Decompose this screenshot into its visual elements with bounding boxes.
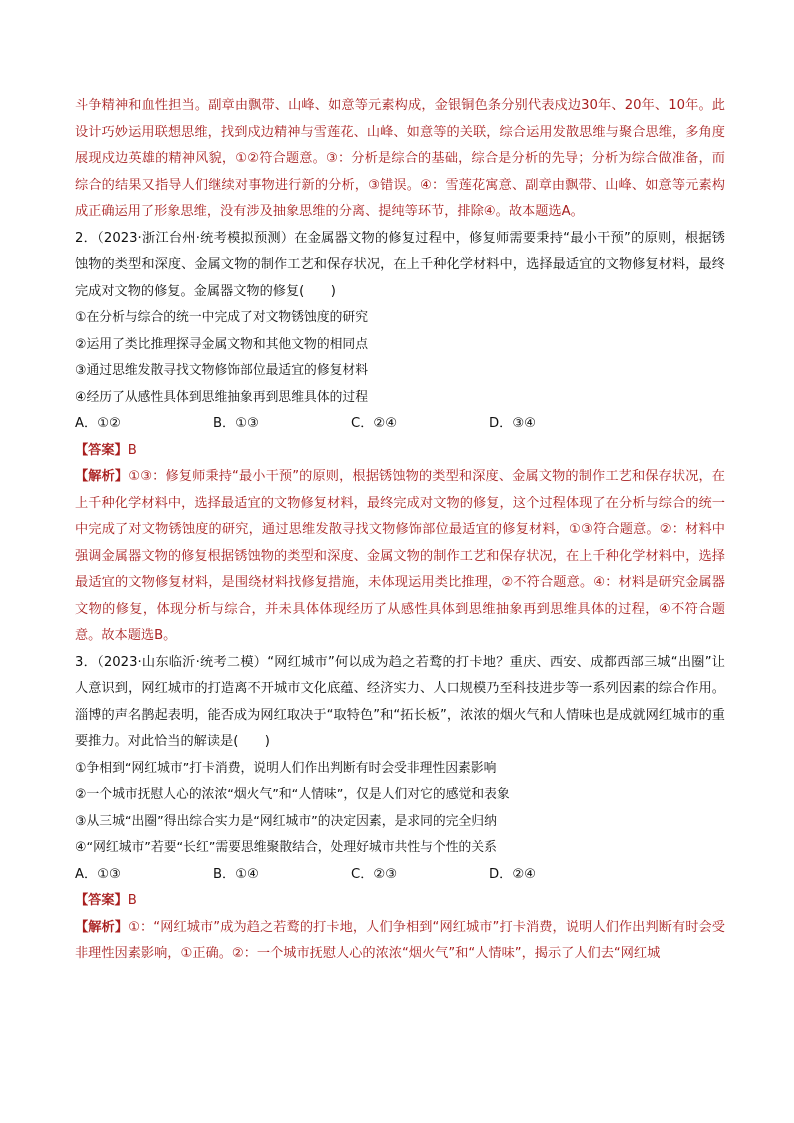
answer-value: B [127,442,137,458]
analysis-tag: 【解析】 [75,469,129,484]
question-3-analysis [75,915,725,968]
question-3-choice-c: C．②③ [351,866,398,882]
question-2-analysis [75,464,725,650]
question-2-option-4: ④经历了从感性具体到思维抽象再到思维具体的过程 [75,389,369,405]
answer-tag: 【答案】 [75,893,128,908]
question-3 [75,650,725,968]
question-3-option-2: ②一个城市抚慰人心的浓浓“烟火气”和“人情味”，仅是人们对它的感觉和表象 [75,787,510,802]
answer-value: B [127,893,137,908]
question-3-choices [75,862,725,889]
question-3-option-1: ①争相到“网红城市”打卡消费，说明人们作出判断有时会受非理性因素影响 [75,760,497,776]
question-3-option-4: ④“网红城市”若要“长红”需要思维聚散结合，处理好城市共性与个性的关系 [75,840,497,855]
analysis-text: ①：“网红城市”成为趋之若鹜的打卡地，人们争相到“网红城市”打卡消费，说明人们作出判断有时会受非理性因素影响，①正确。②：一个城市抚慰人心的浓浓“烟火气”和“人情味”，揭示了人们去“网红城 [75,919,725,961]
question-2-stem: 2．（2023·浙江台州·统考模拟预测）在金属器文物的修复过程中，修复师需要秉持“最小干预”的原则，根据锈蚀物的类型和深度、金属文物的制作工艺和保存状况，在上千种化学材料中，选择最适宜的文物修复材料，最终完成对文物的修复。金属器文物的修复( ) [75,230,725,299]
analysis-tag: 【解析】 [75,919,129,935]
page-content [75,93,725,968]
question-2-option-3: ③通过思维发散寻找文物修饰部位最适宜的修复材料 [75,363,369,378]
question-2-choice-d: D．③④ [489,416,536,431]
previous-analysis-paragraph: 斗争精神和血性担当。副章由飘带、山峰、如意等元素构成，金银铜色条分别代表戍边30年、20年、10年。此设计巧妙运用联想思维，找到戍边精神与雪莲花、山峰、如意等的关联，综合运用发散思维与聚合思维，多角度展现戍边英雄的精神风貌，①②符合题意。③：分析是综合的基础，综合是分析的先导；分析为综合做准备，而综合的结果又指导人们继续对事物进行新的分析，③错误。④：雪莲花寓意、副章由飘带、山峰、如意等元素构成正确运用了形象思维，没有涉及抽象思维的分离、提纯等环节，排除④。故本题选A。 [75,98,725,219]
question-2-option-1: ①在分析与综合的统一中完成了对文物锈蚀度的研究 [75,310,369,325]
question-3-stem: 3．（2023·山东临沂·统考二模）“网红城市”何以成为趋之若鹜的打卡地？重庆、西安、成都西部三城“出圈”让人意识到，网红城市的打造离不开城市文化底蕴、经济实力、人口规模乃至科技进步等一系列因素的综合作用。淄博的声名鹊起表明，能否成为网红取决于“取特色”和“拓长板”，浓浓的烟火气和人情味也是成就网红城市的重要推力。对此恰当的解读是( ) [75,654,725,749]
question-3-choice-a: A．①③ [75,866,121,882]
question-3-option-3: ③从三城“出圈”得出综合实力是“网红城市”的决定因素，是求同的完全归纳 [75,813,497,829]
question-2-option-2: ②运用了类比推理探寻金属文物和其他文物的相同点 [75,336,369,352]
question-2 [75,226,725,650]
question-2-answer [75,438,725,465]
question-3-answer [75,888,725,915]
question-2-choice-b: B．①③ [213,416,259,431]
question-2-choices [75,411,725,438]
question-3-choice-d: D．②④ [489,866,536,882]
question-2-choice-c: C．②④ [351,416,398,431]
analysis-text: ①③：修复师秉持“最小干预”的原则，根据锈蚀物的类型和深度、金属文物的制作工艺和保存状况，在上千种化学材料中，选择最适宜的文物修复材料，最终完成对文物的修复，这个过程体现了在分析与综合的统一中完成了对文物锈蚀度的研究，通过思维发散寻找文物修饰部位最适宜的修复材料，①③符合题意。②：材料中强调金属器文物的修复根据锈蚀物的类型和深度、金属文物的制作工艺和保存状况，在上千种化学材料中，选择最适宜的文物修复材料，是围绕材料找修复措施，未体现运用类比推理，②不符合题意。④：材料是研究金属器文物的修复，体现分析与综合，并未具体体现经历了从感性具体到思维抽象再到思维具体的过程，④不符合题意。故本题选B。 [75,469,725,643]
question-3-choice-b: B．①④ [213,866,259,882]
answer-tag: 【答案】 [75,442,128,458]
question-2-choice-a: A．①② [75,416,121,431]
